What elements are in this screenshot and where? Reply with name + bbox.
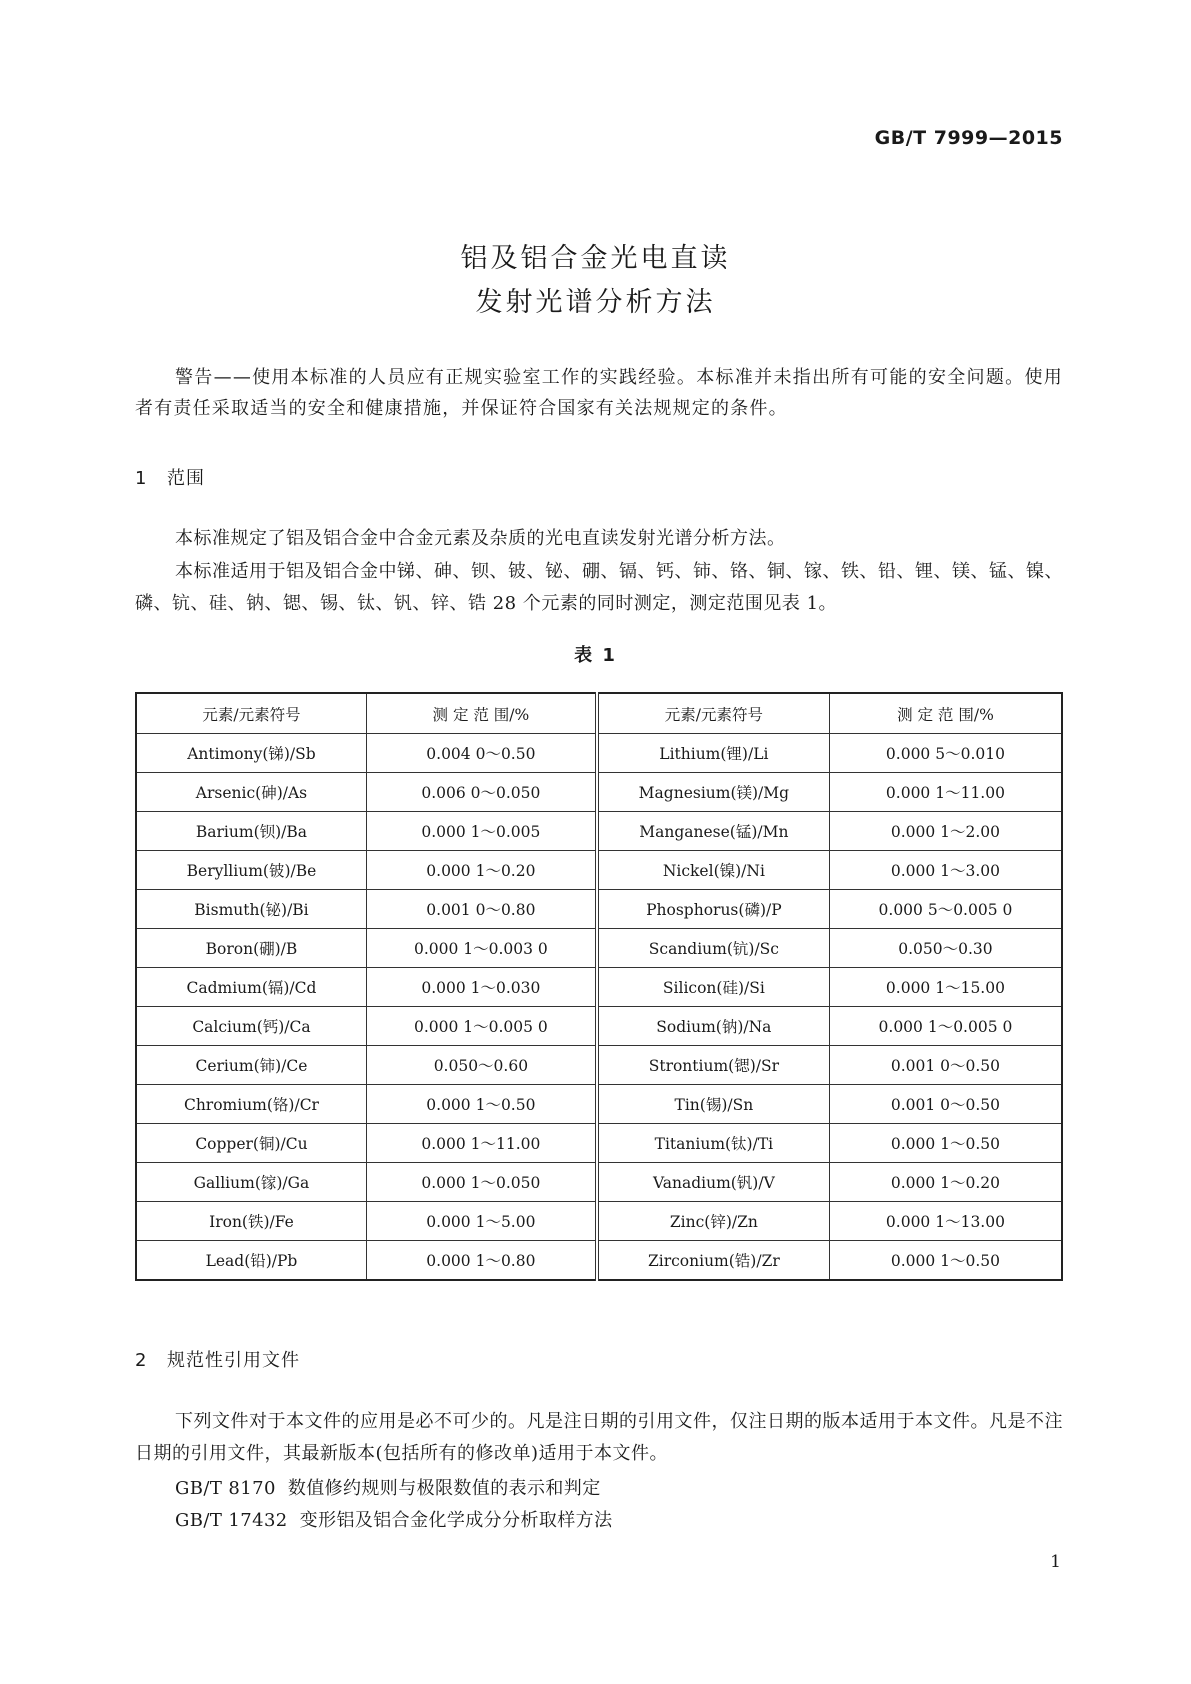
element-cell: Antimony(锑)/Sb bbox=[136, 734, 366, 773]
table-row bbox=[136, 1046, 1062, 1085]
element-cell: Cerium(铈)/Ce bbox=[136, 1046, 366, 1085]
section-2-number: 2 bbox=[135, 1350, 148, 1371]
range-cell: 0.001 0～0.50 bbox=[829, 1085, 1062, 1124]
document-title-line2: 发射光谱分析方法 bbox=[475, 287, 716, 318]
element-cell: Vanadium(钒)/V bbox=[597, 1163, 830, 1202]
page-number: 1 bbox=[1050, 1552, 1061, 1572]
table-row bbox=[136, 1124, 1062, 1163]
element-cell: Phosphorus(磷)/P bbox=[597, 890, 830, 929]
header-element-left: 元素/元素符号 bbox=[136, 693, 366, 734]
standard-code: GB/T 7999—2015 bbox=[874, 127, 1063, 149]
header-range-right: 测 定 范 围/% bbox=[829, 693, 1062, 734]
table-row bbox=[136, 968, 1062, 1007]
table-row bbox=[136, 929, 1062, 968]
element-cell: Strontium(锶)/Sr bbox=[597, 1046, 830, 1085]
range-cell: 0.006 0～0.050 bbox=[366, 773, 596, 812]
element-cell: Cadmium(镉)/Cd bbox=[136, 968, 366, 1007]
range-cell: 0.000 5～0.005 0 bbox=[829, 890, 1062, 929]
table-row bbox=[136, 812, 1062, 851]
element-cell: Magnesium(镁)/Mg bbox=[597, 773, 830, 812]
range-cell: 0.000 1～0.20 bbox=[366, 851, 596, 890]
range-cell: 0.000 1～0.050 bbox=[366, 1163, 596, 1202]
range-cell: 0.000 1～0.50 bbox=[366, 1085, 596, 1124]
range-cell: 0.004 0～0.50 bbox=[366, 734, 596, 773]
reference-title: 数值修约规则与极限数值的表示和判定 bbox=[287, 1478, 601, 1499]
element-cell: Iron(铁)/Fe bbox=[136, 1202, 366, 1241]
reference-code: GB/T 17432 bbox=[175, 1510, 288, 1531]
element-cell: Barium(钡)/Ba bbox=[136, 812, 366, 851]
warning-paragraph: 警告——使用本标准的人员应有正规实验室工作的实践经验。本标准并未指出所有可能的安全问题。使用者有责任采取适当的安全和健康措施，并保证符合国家有关法规规定的条件。 bbox=[135, 367, 1063, 419]
range-cell: 0.000 1～2.00 bbox=[829, 812, 1062, 851]
element-cell: Sodium(钠)/Na bbox=[597, 1007, 830, 1046]
range-cell: 0.000 1～0.005 bbox=[366, 812, 596, 851]
range-cell: 0.000 1～13.00 bbox=[829, 1202, 1062, 1241]
section-1-paragraph-1: 本标准规定了铝及铝合金中合金元素及杂质的光电直读发射光谱分析方法。 bbox=[175, 528, 786, 549]
table-caption: 表 1 bbox=[574, 645, 617, 666]
range-cell: 0.000 1～0.20 bbox=[829, 1163, 1062, 1202]
section-1-number: 1 bbox=[135, 468, 148, 489]
element-cell: Beryllium(铍)/Be bbox=[136, 851, 366, 890]
section-1-heading bbox=[135, 464, 205, 490]
range-cell: 0.000 5～0.010 bbox=[829, 734, 1062, 773]
element-cell: Scandium(钪)/Sc bbox=[597, 929, 830, 968]
reference-code: GB/T 8170 bbox=[175, 1478, 276, 1499]
range-cell: 0.000 1～11.00 bbox=[829, 773, 1062, 812]
table-row bbox=[136, 1163, 1062, 1202]
range-cell: 0.000 1～0.80 bbox=[366, 1241, 596, 1281]
element-cell: Nickel(镍)/Ni bbox=[597, 851, 830, 890]
section-2-heading bbox=[135, 1346, 300, 1372]
element-cell: Tin(锡)/Sn bbox=[597, 1085, 830, 1124]
table-row bbox=[136, 1085, 1062, 1124]
header-range-left: 测 定 范 围/% bbox=[366, 693, 596, 734]
section-1-paragraph-2: 本标准适用于铝及铝合金中锑、砷、钡、铍、铋、硼、镉、钙、铈、铬、铜、镓、铁、铅、锂、镁、锰、镍、磷、钪、硅、钠、锶、锡、钛、钒、锌、锆 28 个元素的同时测定，测定范围见表 1。 bbox=[135, 561, 1063, 614]
range-cell: 0.000 1～15.00 bbox=[829, 968, 1062, 1007]
table-row bbox=[136, 1202, 1062, 1241]
table-row bbox=[136, 1241, 1062, 1281]
header-element-right: 元素/元素符号 bbox=[597, 693, 830, 734]
reference-item bbox=[175, 1474, 601, 1500]
element-cell: Chromium(铬)/Cr bbox=[136, 1085, 366, 1124]
reference-item bbox=[175, 1506, 612, 1532]
element-cell: Gallium(镓)/Ga bbox=[136, 1163, 366, 1202]
element-cell: Calcium(钙)/Ca bbox=[136, 1007, 366, 1046]
range-cell: 0.000 1～0.030 bbox=[366, 968, 596, 1007]
element-cell: Lead(铅)/Pb bbox=[136, 1241, 366, 1281]
element-cell: Silicon(硅)/Si bbox=[597, 968, 830, 1007]
element-cell: Bismuth(铋)/Bi bbox=[136, 890, 366, 929]
element-cell: Copper(铜)/Cu bbox=[136, 1124, 366, 1163]
range-cell: 0.000 1～0.005 0 bbox=[366, 1007, 596, 1046]
range-cell: 0.000 1～0.50 bbox=[829, 1241, 1062, 1281]
document-title-line1: 铝及铝合金光电直读 bbox=[460, 243, 731, 274]
table-row bbox=[136, 851, 1062, 890]
range-cell: 0.050～0.30 bbox=[829, 929, 1062, 968]
range-cell: 0.001 0～0.80 bbox=[366, 890, 596, 929]
element-cell: Titanium(钛)/Ti bbox=[597, 1124, 830, 1163]
range-cell: 0.050～0.60 bbox=[366, 1046, 596, 1085]
table-row bbox=[136, 773, 1062, 812]
section-1-title: 范围 bbox=[167, 468, 205, 489]
measurement-range-table bbox=[135, 692, 1063, 1281]
reference-title: 变形铝及铝合金化学成分分析取样方法 bbox=[299, 1510, 613, 1531]
element-cell: Zirconium(锆)/Zr bbox=[597, 1241, 830, 1281]
range-cell: 0.000 1～0.50 bbox=[829, 1124, 1062, 1163]
element-cell: Manganese(锰)/Mn bbox=[597, 812, 830, 851]
element-cell: Lithium(锂)/Li bbox=[597, 734, 830, 773]
range-cell: 0.000 1～0.003 0 bbox=[366, 929, 596, 968]
table-row bbox=[136, 1007, 1062, 1046]
range-cell: 0.000 1～3.00 bbox=[829, 851, 1062, 890]
table-row bbox=[136, 890, 1062, 929]
element-cell: Arsenic(砷)/As bbox=[136, 773, 366, 812]
table-header-row bbox=[136, 693, 1062, 734]
range-cell: 0.001 0～0.50 bbox=[829, 1046, 1062, 1085]
element-cell: Boron(硼)/B bbox=[136, 929, 366, 968]
range-cell: 0.000 1～5.00 bbox=[366, 1202, 596, 1241]
range-cell: 0.000 1～11.00 bbox=[366, 1124, 596, 1163]
table-row bbox=[136, 734, 1062, 773]
section-2-paragraph: 下列文件对于本文件的应用是必不可少的。凡是注日期的引用文件，仅注日期的版本适用于本文件。凡是不注日期的引用文件，其最新版本(包括所有的修改单)适用于本文件。 bbox=[135, 1411, 1063, 1464]
element-cell: Zinc(锌)/Zn bbox=[597, 1202, 830, 1241]
section-2-title: 规范性引用文件 bbox=[167, 1350, 300, 1371]
range-cell: 0.000 1～0.005 0 bbox=[829, 1007, 1062, 1046]
